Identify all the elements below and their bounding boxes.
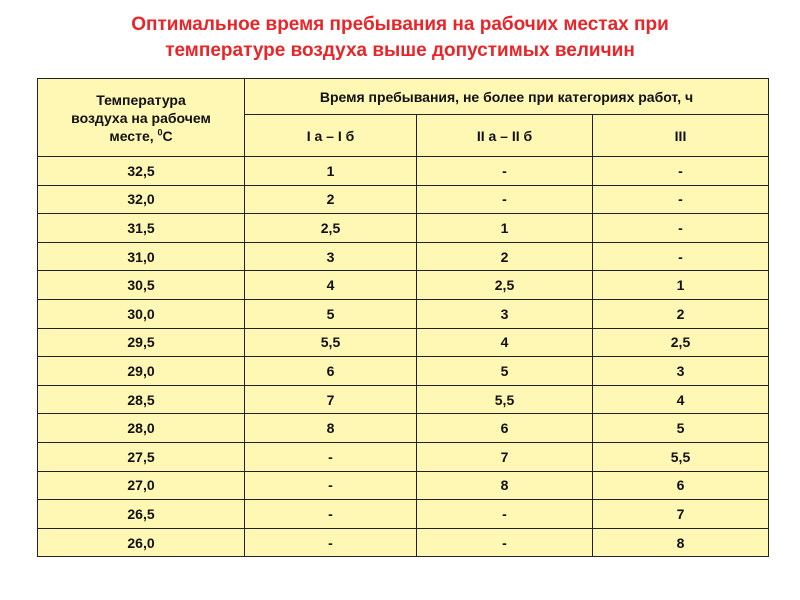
cell-temperature: 28,5 bbox=[38, 385, 245, 414]
cell-category-2: - bbox=[417, 500, 593, 529]
cell-category-2: 2,5 bbox=[417, 271, 593, 300]
table-row bbox=[38, 271, 769, 300]
table-body bbox=[38, 157, 769, 557]
cell-category-2: 5 bbox=[417, 357, 593, 386]
cell-category-3: 5 bbox=[593, 414, 769, 443]
table-row bbox=[38, 328, 769, 357]
table-row bbox=[38, 500, 769, 529]
cell-category-3: - bbox=[593, 242, 769, 271]
cell-category-1: - bbox=[245, 500, 417, 529]
header-category-1: I а – I б bbox=[245, 115, 417, 157]
table-row bbox=[38, 442, 769, 471]
cell-category-1: 8 bbox=[245, 414, 417, 443]
table-row bbox=[38, 299, 769, 328]
header-temperature-line-3: месте, bbox=[109, 127, 158, 144]
page-title bbox=[40, 12, 760, 64]
header-temperature-line-2: воздуха на рабочем bbox=[71, 109, 211, 126]
cell-category-1: 7 bbox=[245, 385, 417, 414]
cell-temperature: 32,0 bbox=[38, 185, 245, 214]
title-line-2: температуре воздуха выше допустимых величин bbox=[165, 40, 635, 61]
header-temperature bbox=[38, 79, 245, 157]
cell-temperature: 31,5 bbox=[38, 214, 245, 243]
cell-temperature: 32,5 bbox=[38, 157, 245, 186]
cell-category-2: - bbox=[417, 528, 593, 557]
cell-category-2: 3 bbox=[417, 299, 593, 328]
cell-category-1: 2 bbox=[245, 185, 417, 214]
cell-category-2: 6 bbox=[417, 414, 593, 443]
cell-category-3: 5,5 bbox=[593, 442, 769, 471]
cell-temperature: 27,0 bbox=[38, 471, 245, 500]
cell-category-2: - bbox=[417, 185, 593, 214]
cell-temperature: 30,0 bbox=[38, 299, 245, 328]
cell-temperature: 29,0 bbox=[38, 357, 245, 386]
cell-category-2: 7 bbox=[417, 442, 593, 471]
cell-category-1: 2,5 bbox=[245, 214, 417, 243]
temperature-time-table bbox=[37, 78, 769, 557]
cell-category-3: 2,5 bbox=[593, 328, 769, 357]
table-row bbox=[38, 214, 769, 243]
cell-category-3: - bbox=[593, 185, 769, 214]
table-row bbox=[38, 471, 769, 500]
cell-temperature: 27,5 bbox=[38, 442, 245, 471]
cell-temperature: 29,5 bbox=[38, 328, 245, 357]
cell-category-1: 1 bbox=[245, 157, 417, 186]
cell-category-1: 5,5 bbox=[245, 328, 417, 357]
cell-category-3: 8 bbox=[593, 528, 769, 557]
cell-temperature: 26,0 bbox=[38, 528, 245, 557]
degree-superscript: 0 bbox=[157, 126, 163, 137]
cell-temperature: 31,0 bbox=[38, 242, 245, 271]
cell-category-2: 4 bbox=[417, 328, 593, 357]
cell-category-3: 1 bbox=[593, 271, 769, 300]
table-row bbox=[38, 242, 769, 271]
cell-category-1: 3 bbox=[245, 242, 417, 271]
cell-category-3: 4 bbox=[593, 385, 769, 414]
cell-category-1: - bbox=[245, 442, 417, 471]
cell-category-2: - bbox=[417, 157, 593, 186]
cell-category-3: 3 bbox=[593, 357, 769, 386]
cell-category-2: 2 bbox=[417, 242, 593, 271]
cell-category-2: 8 bbox=[417, 471, 593, 500]
table-row bbox=[38, 528, 769, 557]
cell-category-1: - bbox=[245, 471, 417, 500]
cell-category-1: 4 bbox=[245, 271, 417, 300]
header-time-span: Время пребывания, не более при категориях работ, ч bbox=[245, 79, 769, 115]
table-header bbox=[38, 79, 769, 157]
cell-category-1: 5 bbox=[245, 299, 417, 328]
cell-category-2: 1 bbox=[417, 214, 593, 243]
cell-temperature: 30,5 bbox=[38, 271, 245, 300]
cell-temperature: 26,5 bbox=[38, 500, 245, 529]
header-temperature-line-1: Температура bbox=[96, 91, 186, 108]
cell-category-3: 6 bbox=[593, 471, 769, 500]
cell-category-1: 6 bbox=[245, 357, 417, 386]
cell-category-3: - bbox=[593, 157, 769, 186]
table-row bbox=[38, 157, 769, 186]
cell-category-1: - bbox=[245, 528, 417, 557]
table-row bbox=[38, 357, 769, 386]
table-row bbox=[38, 414, 769, 443]
table-row bbox=[38, 385, 769, 414]
title-line-1: Оптимальное время пребывания на рабочих местах при bbox=[131, 14, 669, 35]
header-temperature-unit: С bbox=[162, 127, 173, 144]
cell-temperature: 28,0 bbox=[38, 414, 245, 443]
header-category-3: III bbox=[593, 115, 769, 157]
cell-category-3: 2 bbox=[593, 299, 769, 328]
cell-category-3: - bbox=[593, 214, 769, 243]
cell-category-3: 7 bbox=[593, 500, 769, 529]
header-category-2: II а – II б bbox=[417, 115, 593, 157]
cell-category-2: 5,5 bbox=[417, 385, 593, 414]
table-row bbox=[38, 185, 769, 214]
